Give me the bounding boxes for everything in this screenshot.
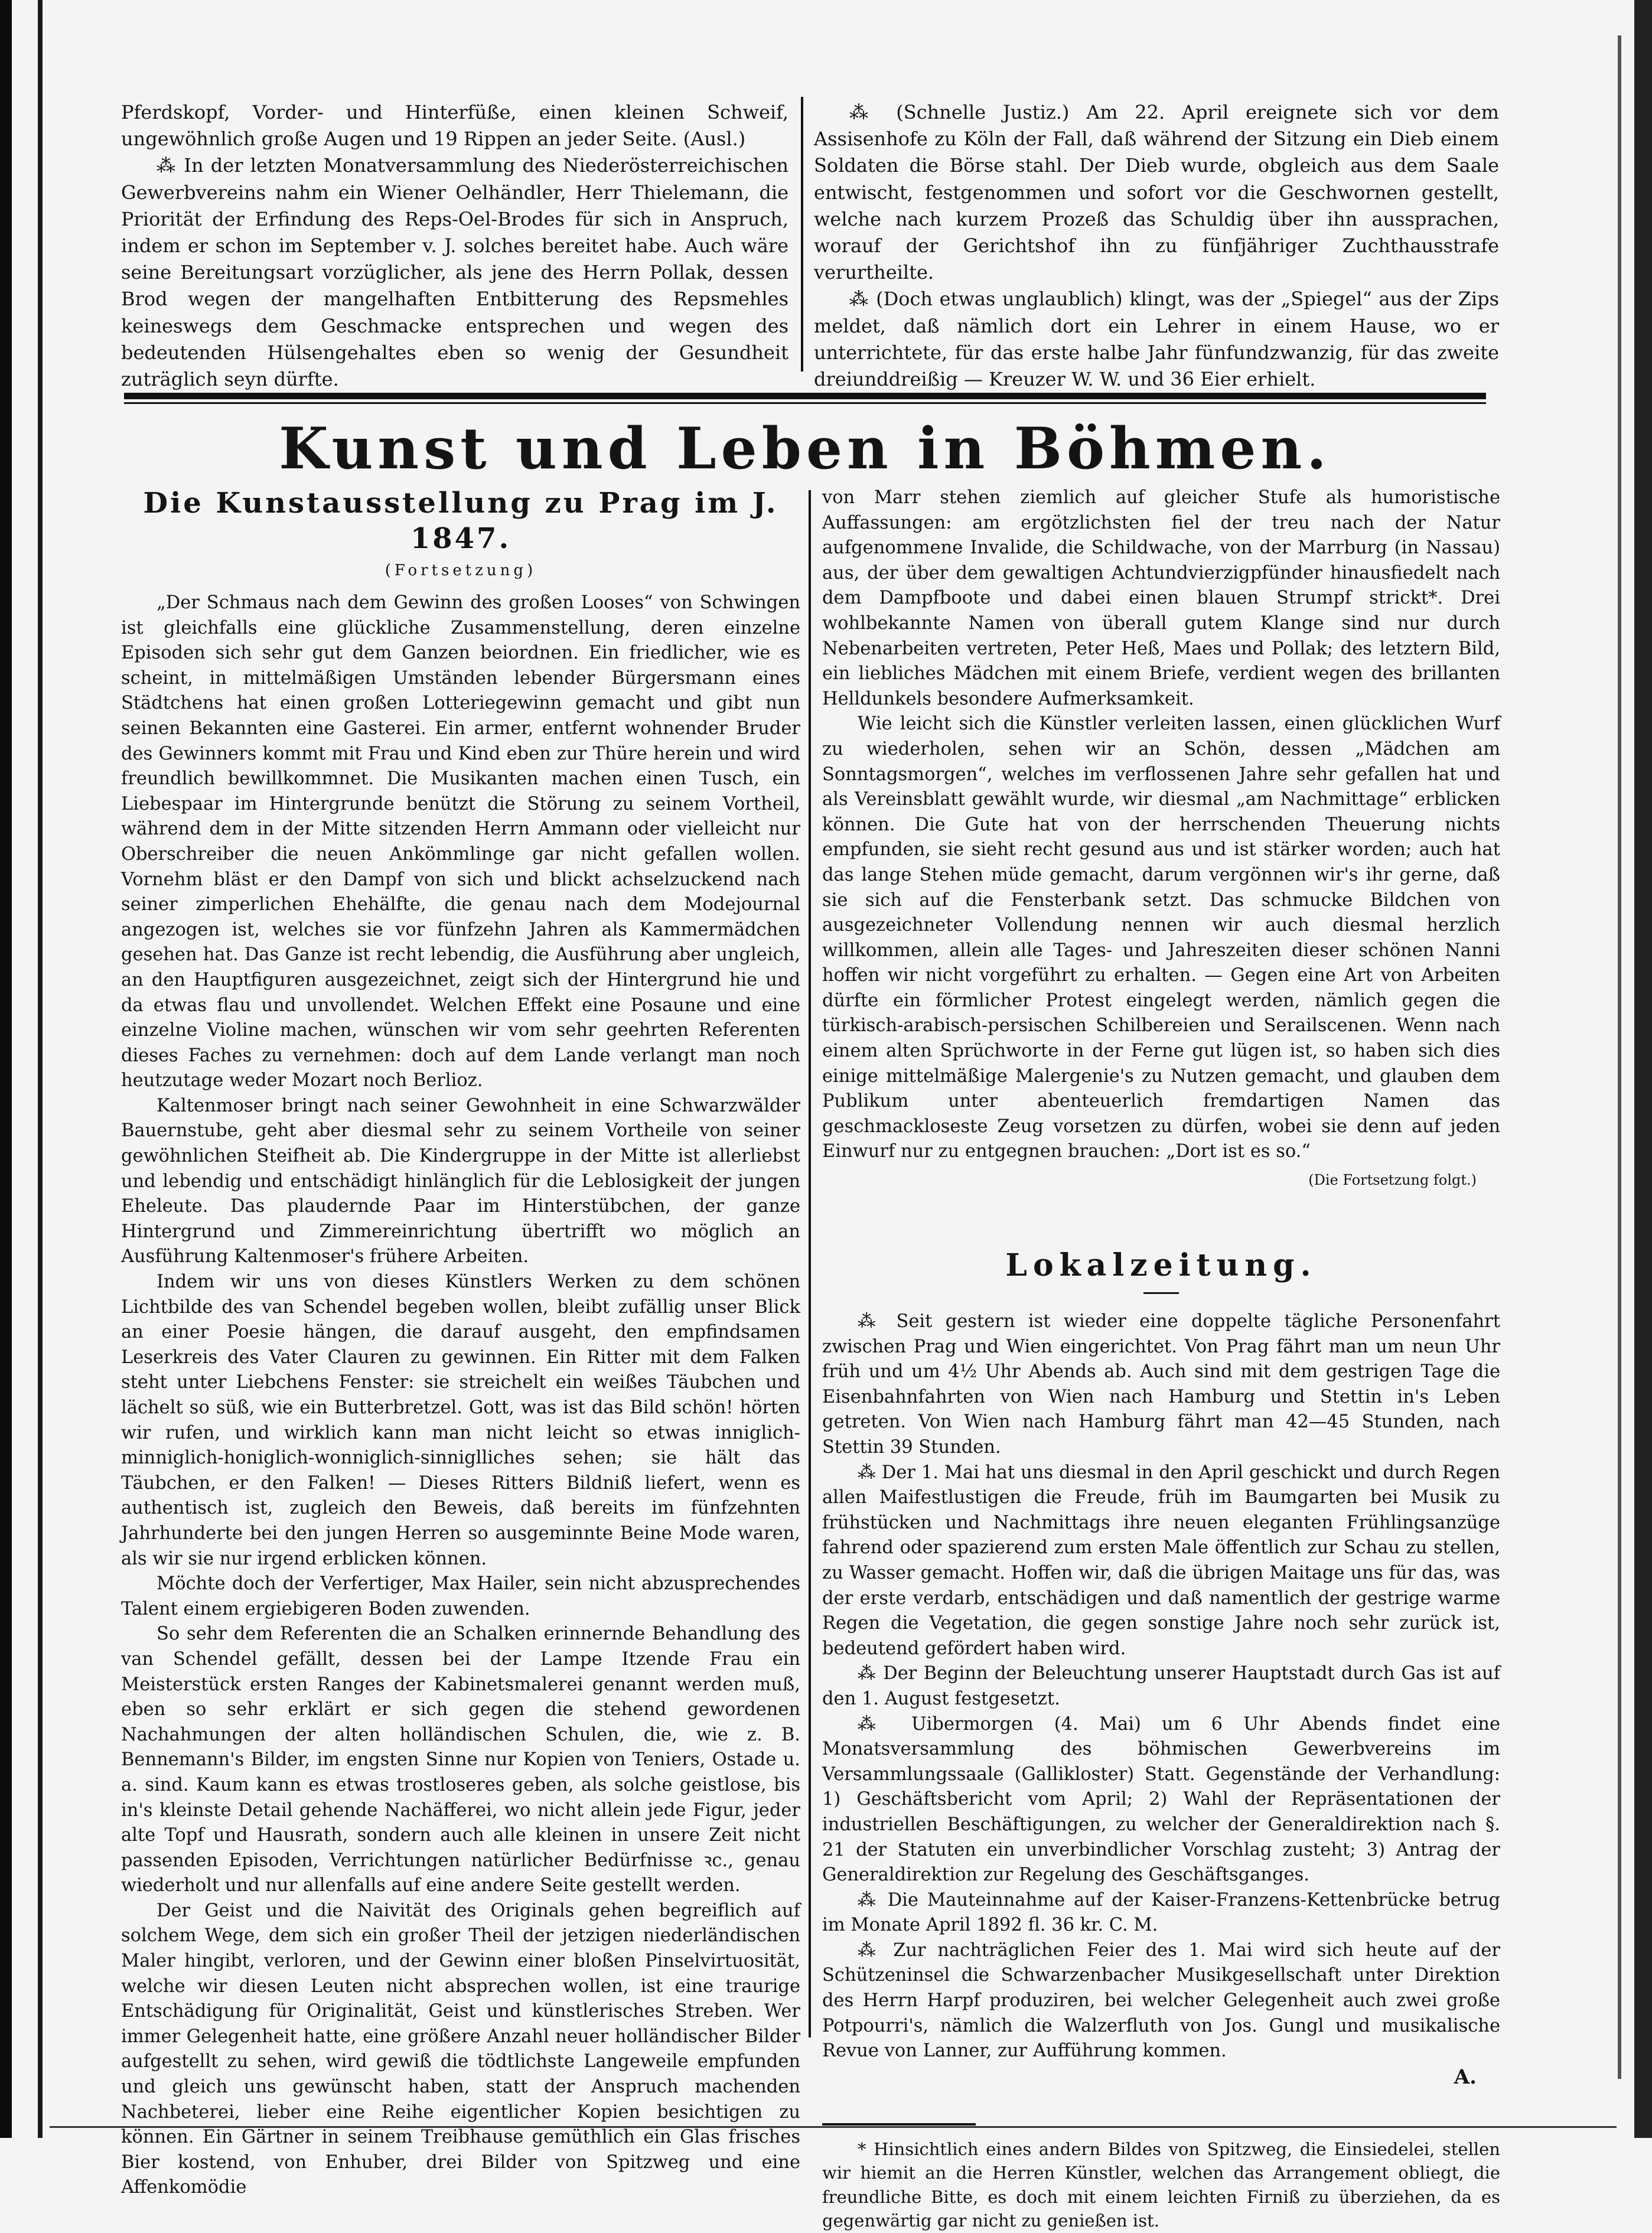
scan-edge-right-inner [1618,35,1621,2079]
lokal-item-3: ⁂ Der Beginn der Beleuchtung unserer Hauptstadt durch Gas ist auf den 1. August festgesetzt. [822,1663,1500,1709]
section-rule-thin [124,402,1486,404]
article-paragraph-4: Möchte doch der Verfertiger, Max Hailer, sein nicht abzusprechendes Talent einem ergiebigeren Boden zuwenden. [121,1573,800,1619]
lokal-signature: A. [1454,2065,1477,2089]
lokal-item-4: ⁂ Uibermorgen (4. Mai) um 6 Uhr Abends findet eine Monatsversammlung des böhmischen Gewerbvereins im Versammlungssaale (Gallikloster) Statt. Gegenstände der Verhandlung: 1) Geschäftsbericht vom April; 2) Wahl der Repräsentationen der industriellen Beschäftigungen, zu welcher der Generaldirektion nach §. 21 der Statuten ein unverbindlicher Vorschlag zusteht; 3) Antrag der Generaldirektion zur Regelung des Geschäftsganges. [822,1713,1500,1886]
top-left-paragraph-1: Pferdskopf, Vorder- und Hinterfüße, einen kleinen Schweif, ungewöhnlich große Augen und 19 Rippen an jeder Seite. (Ausl.) [121,101,788,151]
top-column-divider [801,97,803,371]
scan-edge-left-inner [38,0,43,2138]
footnote-text: * Hinsichtlich eines andern Bildes von Spitzweg, die Einsiedelei, stellen wir hiemit an die Herren Künstler, welchen das Arrangement obliegt, die freundliche Bitte, es doch mit einem leichten Firniß zu überziehen, da es gegenwärtig gar nicht zu genießen ist. [822,2139,1500,2231]
article-paragraph-5: So sehr dem Referenten die an Schalken erinnernde Behandlung des van Schendel gefällt, dessen bei der Lampe Itzende Frau ein Meisterstück ersten Ranges der Kabinetsmalerei genannt werden muß, eben so sehr erklärt er sich gegen die stehend gewordenen Nachahmungen der alten holländischen Schulen, die, wie z. B. Bennemann's Bilder, im engsten Sinne nur Kopien von Teniers, Ostade u. a. sind. Kaum kann es etwas trostloseres geben, als solche geistlose, bis in's kleinste Detail gehende Nachäfferei, wo nicht allein jede Figur, jeder alte Topf und Hausrath, sondern auch alle kleinen in unsere Zeit nicht passenden Episoden, Verrichtungen natürlicher Bedürfnisse ꝛc., genau wiederholt und nur allenfalls auf eine andere Seite gestellt werden. [121,1624,800,1896]
main-column-divider [809,490,811,2038]
continuation-note: (Die Fortsetzung folgt.) [1308,1172,1477,1189]
footnote [822,2137,1500,2233]
section-masthead: Kunst und Leben in Böhmen. [279,415,1331,482]
top-left-paragraph-2: ⁂ In der letzten Monatversammlung des Niederösterreichischen Gewerbvereins nahm ein Wiener Oelhändler, Herr Thielemann, die Priorität der Erfindung des Reps-Oel-Brodes für sich in Anspruch, indem er schon im September v. J. solches bereitet habe. Auch wäre seine Bereitungsart vorzüglicher, als jene des Herrn Pollak, dessen Brod wegen der mangelhaften Entbitterung des Repsmehles keineswegs dem Geschmacke entsprechen und wegen des bedeutenden Hülsengehaltes eben so wenig der Gesundheit zuträglich seyn dürfte. [121,154,788,391]
lokalzeitung-rule [1143,1292,1179,1294]
continued-note: (Fortsetzung) [385,562,537,579]
lokal-item-6: ⁂ Zur nachträglichen Feier des 1. Mai wird sich heute auf der Schützeninsel die Schwarzenbacher Musikgesellschaft unter Direktion des Herrn Harpf produziren, bei welcher Gelegenheit auch zwei große Potpourri's, nämlich die Walzerfluth von Jos. Gungl und musikalische Revue von Lanner, zur Aufführung kommen. [822,1939,1500,2062]
article-title: Die Kunstausstellung zu Prag im J. 1847. [143,487,778,555]
lokalzeitung-heading: Lokalzeitung. [1005,1247,1317,1284]
lokal-item-2: ⁂ Der 1. Mai hat uns diesmal in den April geschickt und durch Regen allen Maifestlustigen die Freude, früh im Baumgarten bei Musik zu frühstücken und Nachmittags ihre neuen eleganten Frühlingsanzüge fahrend oder spazierend zum ersten Male öffentlich zur Schau zu stellen, zu Wasser gemacht. Hoffen wir, daß die übrigen Maitage uns für das, was der erste verdarb, entschädigen und daß namentlich der gestrige warme Regen die Vegetation, die gegen sonstige Jahre noch sehr zurück ist, bedeutend gefördert haben wird. [822,1462,1500,1659]
article-paragraph-6: Der Geist und die Naivität des Originals gehen begreiflich auf solchem Wege, dem sich ein großer Theil der jetzigen niederländischen Maler hingibt, verloren, und der Gewinn einer bloßen Pinselvirtuosität, welche wir diesen Leuten nicht absprechen wollen, ist eine traurige Entschädigung für Originalität, Geist und künstlerisches Streben. Wer immer Gelegenheit hatte, eine größere Anzahl neuer holländischer Bilder aufgestellt zu sehen, wird gewiß die tödtlichste Langeweile empfunden und gleich uns gewünscht haben, statt der Anspruch machenden Nachbeterei, lieber eine Reihe eigentlicher Kopien besichtigen zu können. Ein Gärtner in seinem Treibhause gemüthlich ein Glas frisches Bier kostend, von Enhuber, drei Bilder von Spitzweg und eine Affenkomödie [121,1900,800,2198]
top-right-column [814,99,1499,393]
article-left-column [121,485,800,2201]
article-paragraph-1: „Der Schmaus nach dem Gewinn des großen Looses“ von Schwingen ist gleichfalls eine glückliche Zusammenstellung, deren einzelne Episoden sich sehr gut dem Ganzen beiordnen. Ein friedlicher, wie es scheint, in mittelmäßigen Umständen lebender Bürgersmann eines Städtchens hat einen großen Lotteriegewinn gemacht und gibt nun seinen Bekannten eine Gasterei. Ein armer, entfernt wohnender Bruder des Gewinners kommt mit Frau und Kind eben zur Thüre herein und wird freundlich bewillkommnet. Die Musikanten machen einen Tusch, ein Liebespaar im Hintergrunde benützt die Störung zu seinem Vortheil, während dem in der Mitte sitzenden Herrn Ammann oder vielleicht nur Oberschreiber die neuen Ankömmlinge gar nicht gefallen wollen. Vornehm bläst er den Dampf von sich und blickt achselzuckend nach seiner zimperlichen Ehehälfte, die genau nach dem Modejournal angezogen ist, welches sie vor fünfzehn Jahren als Kammermädchen gesehen hat. Das Ganze ist recht lebendig, die Ausführung aber ungleich, an den Hauptfiguren ausgezeichnet, zeigt sich der Hintergrund hie und da etwas flau und unvollendet. Welchen Effekt eine Posaune und eine einzelne Violine machen, wünschen wir vom sehr geehrten Referenten dieses Faches zu vernehmen: doch auf dem Lande verlangt man noch heutzutage weder Mozart noch Berlioz. [121,592,800,1091]
article-paragraph-3: Indem wir uns von dieses Künstlers Werken zu dem schönen Lichtbilde des van Schendel begeben wollen, bleibt zufällig unser Blick an einer Poesie hängen, die darauf ausgeht, den empfindsamen Leserkreis des Vater Clauren zu gewinnen. Ein Ritter mit dem Falken steht unter Liebchens Fenster: sie streichelt ein weißes Täubchen und lächelt so süß, wie ein Butterbretzel. Gott, was ist das Bild schön! hörten wir rufen, und wirklich kann man nicht leicht so etwas inniglich-minniglich-honiglich-wonniglich-sinniglliches sehen; sie hält das Täubchen, er den Falken! — Dieses Ritters Bildniß liefert, wenn es authentisch ist, zugleich den Beweis, daß bereits im fünfzehnten Jahrhunderte bei den jungen Herren so ausgeminnte Beine Mode waren, als wir sie nur irgend erblicken können. [121,1272,800,1569]
article-right-paragraph-1: von Marr stehen ziemlich auf gleicher Stufe als humoristische Auffassungen: am ergötzlichsten fiel der treu nach der Natur aufgenommene Invalide, die Schildwache, von der Marrburg (in Nassau) aus, der über dem gewaltigen Achtundvierzigpfünder hinausfiedelt nach dem Dampfboote und dabei einen blauen Strumpf strickt*. Drei wohlbekannte Namen von überall gutem Klange sind nur durch Nebenarbeiten vertreten, Peter Heß, Maes und Pollak; des letztern Bild, ein liebliches Mädchen mit einem Briefe, verdient wegen des brillanten Helldunkels besondere Aufmerksamkeit. [822,487,1500,709]
lokal-item-5: ⁂ Die Mauteinnahme auf der Kaiser-Franzens-Kettenbrücke betrug im Monate April 1892 fl. 36 kr. C. M. [822,1889,1500,1936]
top-right-paragraph-2: ⁂ (Doch etwas unglaublich) klingt, was der „Spiegel“ aus der Zips meldet, daß nämlich dort ein Lehrer in einem Hause, wo er unterrichtete, für das erste halbe Jahr fünfundzwanzig, für das zweite dreiunddreißig — Kreuzer W. W. und 36 Eier erhielt. [814,288,1499,391]
article-paragraph-2: Kaltenmoser bringt nach seiner Gewohnheit in eine Schwarzwälder Bauernstube, geht aber diesmal sehr zu seinem Vortheile von seiner gewöhnlichen Steifheit ab. Die Kindergruppe in der Mitte ist allerliebst und lebendig und entschädigt hinlänglich für die Leblosigkeit der jungen Eheleute. Das plaudernde Paar im Hinterstübchen, der ganze Hintergrund und Zimmereinrichtung übertrifft wo möglich an Ausführung Kaltenmoser's frühere Arbeiten. [121,1095,800,1267]
scan-edge-right [1634,0,1652,2138]
article-right-column [822,485,1500,2233]
scan-edge-left [0,0,12,2138]
top-left-column [121,99,788,393]
top-right-paragraph-1: ⁂ (Schnelle Justiz.) Am 22. April ereignete sich vor dem Assisenhofe zu Köln der Fall, daß während der Sitzung ein Dieb einem Soldaten die Börse stahl. Der Dieb wurde, obgleich aus dem Saale entwischt, festgenommen und sofort vor die Geschwornen gestellt, welche nach kurzem Prozeß das Schuldig über ihn aussprachen, worauf der Gerichtshof ihn zu fünfjähriger Zuchthausstrafe verurtheilte. [814,101,1499,284]
section-rule-thick [124,393,1486,399]
article-right-paragraph-2: Wie leicht sich die Künstler verleiten lassen, einen glücklichen Wurf zu wiederholen, sehen wir an Schön, dessen „Mädchen am Sonntagsmorgen“, welches im verflossenen Jahre sehr gefallen hat und als Vereinsblatt gewählt wurde, wir diesmal „am Nachmittage“ erblicken können. Die Gute hat von der herrschenden Theuerung nichts empfunden, sie sieht recht gesund aus und ist stärker worden; auch hat das lange Stehen müde gemacht, darum vergönnen wir's ihr gerne, daß sie sich auf die Fensterbank setzt. Das schmucke Bildchen von ausgezeichneter Vollendung nennen wir auch diesmal herzlich willkommen, allein alle Tages- und Jahreszeiten dieser schönen Nanni hoffen wir nicht vorgeführt zu erhalten. — Gegen eine Art von Arbeiten dürfte ein förmlicher Protest eingelegt werden, nämlich gegen die türkisch-arabisch-persischen Schilbereien und Serailscenen. Wenn nach einem alten Sprüchworte in der Ferne gut lügen ist, so haben sich dies einige mittelmäßige Malergenie's zu Nutzen gemacht, und glauben dem Publikum unter abenteuerlich fremdartigen Namen das geschmackloseste Zeug vorsetzen zu dürfen, wobei sie denn auf jeden Einwurf nur zu entgegnen brauchen: „Dort ist es so.“ [822,713,1500,1162]
lokal-item-1: ⁂ Seit gestern ist wieder eine doppelte tägliche Personenfahrt zwischen Prag und Wien eingerichtet. Von Prag fährt man um neun Uhr früh und um 4½ Uhr Abends ab. Auch sind mit dem gestrigen Tage die Eisenbahnfahrten von Wien nach Hamburg und Stettin in's Leben getreten. Von Wien nach Hamburg fährt man 42—45 Stunden, nach Stettin 39 Stunden. [822,1311,1500,1458]
footnote-rule [822,2123,976,2126]
